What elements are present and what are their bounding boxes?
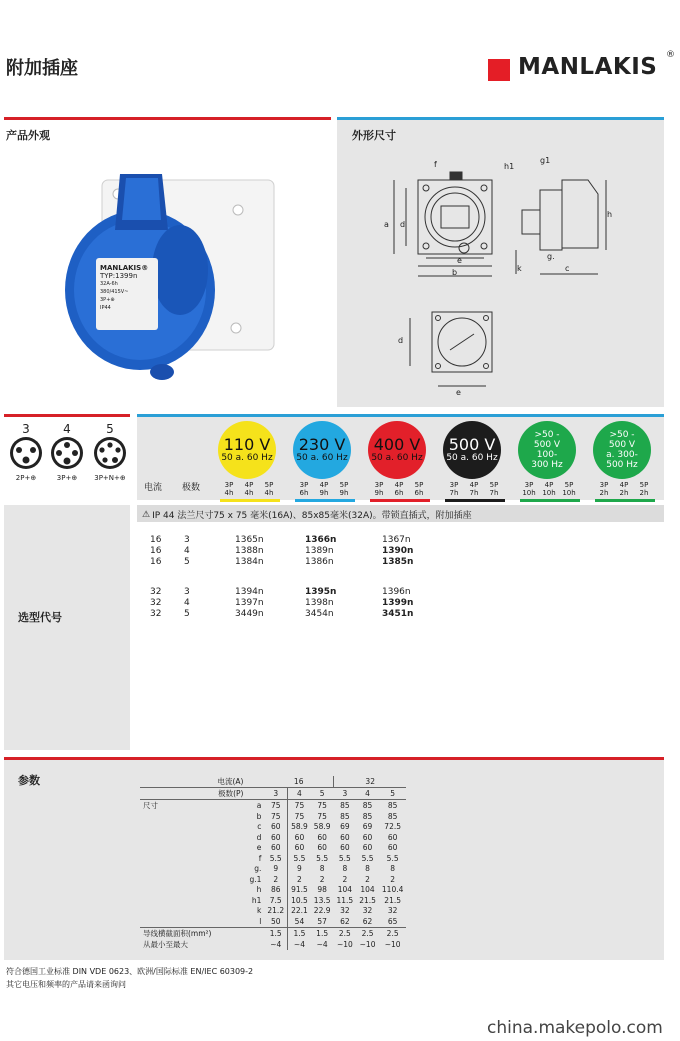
params-cell: 10.5	[291, 895, 308, 905]
time-position-label: 3P 4h	[224, 481, 234, 497]
params-cell: 21.5	[359, 895, 376, 905]
params-cell: 85	[340, 801, 350, 810]
voltage-badge	[518, 421, 576, 479]
dimension-drawing	[380, 150, 620, 400]
socket-3pin-icon	[9, 436, 43, 470]
voltage-text: 230 V	[298, 435, 346, 454]
params-cell	[214, 843, 246, 854]
dim-label-c: c	[565, 264, 570, 273]
params-cell: 5.5	[338, 853, 351, 863]
params-cell: 32	[387, 906, 398, 916]
params-cell	[140, 776, 214, 788]
params-cell: 60	[387, 832, 398, 842]
params-cell: 导线横截面积(mm²)	[143, 928, 212, 938]
params-cell	[140, 874, 214, 885]
time-position-label: 4P 6h	[394, 481, 404, 497]
params-cell	[214, 939, 246, 950]
time-position-label: 4P 4h	[244, 481, 254, 497]
params-cell: 85	[340, 811, 350, 821]
brand-logo: MANLAKIS	[518, 54, 658, 80]
footer-note: 其它电压和频率的产品请来函询问	[6, 980, 126, 989]
product-photo	[60, 160, 280, 390]
params-cell: 13.5	[313, 895, 331, 905]
params-cell: 75	[264, 800, 287, 812]
code-cell: 32	[150, 609, 162, 619]
code-cell: 32	[150, 587, 162, 597]
product-label	[100, 264, 162, 312]
params-row	[140, 906, 406, 917]
code-cell: 1394n	[235, 587, 264, 597]
voltage-text: 50 a. 60 Hz	[296, 453, 348, 463]
params-cell: 4	[297, 789, 302, 798]
voltage-color-bar	[370, 499, 430, 502]
params-cell: 2.5	[386, 928, 399, 938]
params-cell: 5.5	[361, 853, 374, 863]
voltage-text: 100-	[536, 450, 558, 460]
params-cell: 2	[297, 874, 302, 884]
params-cell: 21.5	[384, 895, 401, 905]
voltage-text: 500 V	[533, 440, 561, 450]
params-cell: g.1	[249, 874, 262, 884]
params-table-wrap	[140, 776, 406, 950]
code-cell: 1366n	[305, 535, 337, 545]
voltage-ratings	[210, 419, 664, 503]
params-cell: 65	[387, 916, 398, 926]
time-position-label: 5P 6h	[414, 481, 424, 497]
params-cell: 2.5	[361, 928, 374, 938]
code-cell: 16	[150, 546, 162, 556]
params-cell	[214, 800, 246, 812]
params-cell: 75	[294, 811, 305, 821]
product-type: TYP:1399n	[100, 272, 138, 280]
voltage-text: 110 V	[223, 435, 271, 454]
params-cell	[246, 927, 264, 939]
params-cell: ~10	[384, 939, 401, 949]
params-cell: 16	[264, 776, 333, 788]
params-cell: 60	[362, 843, 373, 853]
voltage-text: 500 V	[448, 435, 496, 454]
params-cell: 11.5	[336, 895, 354, 905]
code-cell: 3	[184, 535, 190, 545]
col-header-current: 电流	[144, 483, 163, 493]
params-cell: a	[256, 801, 262, 810]
params-table	[140, 776, 406, 950]
params-cell: l	[259, 916, 262, 926]
params-label: 参数	[18, 774, 40, 787]
params-cell	[214, 864, 246, 875]
voltage-badge	[293, 421, 351, 479]
params-row	[140, 916, 406, 927]
dim-label-h: h	[607, 210, 613, 219]
params-cell: ~4	[316, 939, 328, 949]
pin-config-number: 4	[63, 422, 71, 436]
params-cell	[214, 811, 246, 822]
code-cell: 1399n	[382, 598, 414, 608]
pins-divider	[4, 414, 130, 417]
params-cell	[140, 885, 214, 896]
code-cell: 1397n	[235, 598, 264, 608]
code-cell: 1367n	[382, 535, 411, 545]
footer-standards: 符合德国工业标准 DIN VDE 0623、欧洲/国际标准 EN/IEC 60309-2	[6, 967, 254, 976]
params-cell: 69	[340, 822, 350, 832]
voltage-text: >50 -	[609, 430, 635, 440]
params-cell: 58.9	[291, 822, 308, 832]
params-cell: 60	[340, 843, 350, 853]
params-cell: ~4	[293, 939, 305, 949]
params-cell: 62	[362, 916, 373, 926]
params-cell: 3	[342, 789, 348, 798]
voltage-text: 50 a. 60 Hz	[446, 453, 498, 463]
params-row	[140, 885, 406, 896]
dim-label-b: b	[452, 268, 458, 277]
socket-4pin-icon	[50, 436, 84, 470]
params-row	[140, 811, 406, 822]
params-cell	[214, 916, 246, 927]
params-cell: 4	[365, 789, 370, 798]
voltage-text: 50 a. 60 Hz	[221, 453, 273, 463]
product-ip: IP44	[100, 305, 111, 311]
params-cell: h	[256, 885, 262, 895]
params-cell: 5.5	[264, 853, 287, 864]
time-position-label: 3P 9h	[374, 481, 384, 497]
params-cell	[140, 916, 214, 927]
params-row	[140, 927, 406, 939]
params-row	[140, 939, 406, 950]
params-cell: 9	[264, 864, 287, 875]
params-cell: 60	[264, 832, 287, 843]
time-position-label: 4P 2h	[619, 481, 629, 497]
params-cell: g.	[254, 864, 262, 874]
params-cell: 62	[340, 916, 350, 926]
params-row	[140, 895, 406, 906]
voltage-text: 500 V	[608, 440, 636, 450]
params-cell	[214, 832, 246, 843]
params-cell	[214, 895, 246, 906]
params-cell: k	[257, 906, 262, 916]
time-position-label: 5P 7h	[489, 481, 499, 497]
params-cell: 91.5	[291, 885, 308, 895]
time-position-label: 4P 9h	[319, 481, 329, 497]
params-cell: 8	[365, 864, 370, 874]
params-cell	[140, 906, 214, 917]
params-cell: 104	[360, 885, 375, 895]
params-cell	[140, 822, 214, 833]
params-cell: 110.4	[381, 885, 404, 895]
voltage-color-bar	[220, 499, 280, 502]
params-cell: 2	[390, 874, 396, 884]
params-cell: 58.9	[313, 822, 331, 832]
pin-config-label: 3P+N+⊕	[94, 474, 126, 482]
code-cell: 4	[184, 598, 190, 608]
pin-config-3	[6, 422, 46, 482]
params-cell: f	[258, 853, 262, 863]
time-position-label: 5P 2h	[639, 481, 649, 497]
params-cell: 104	[337, 885, 353, 895]
pin-config-5	[88, 422, 132, 482]
pin-config-number: 3	[22, 422, 30, 436]
params-cell: 22.1	[291, 906, 308, 916]
time-position-label: 4P 10h	[542, 481, 556, 497]
code-cell: 3451n	[382, 609, 414, 619]
code-cell: 3449n	[235, 609, 264, 619]
selection-label: 选型代号	[18, 611, 62, 624]
voltage-badge	[218, 421, 276, 479]
params-cell: ~10	[359, 939, 376, 949]
dim-label-e: e	[457, 256, 462, 265]
params-cell: 7.5	[264, 895, 287, 906]
params-cell: 85	[387, 801, 398, 810]
params-cell: 22.9	[313, 906, 331, 916]
params-cell: 75	[317, 801, 327, 810]
params-row	[140, 776, 406, 788]
voltage-text: a. 300-	[606, 450, 638, 460]
params-cell: 50	[264, 916, 287, 927]
brand-logo-square	[488, 59, 510, 81]
dim-label-e2: e	[456, 388, 461, 397]
code-cell: 1396n	[382, 587, 411, 597]
voltage-badge	[593, 421, 651, 479]
params-row	[140, 874, 406, 885]
params-cell: 3	[264, 788, 287, 800]
product-rating: 32A-6h	[100, 281, 118, 287]
params-cell	[140, 864, 214, 875]
params-cell: 98	[317, 885, 327, 895]
params-cell: 75	[317, 811, 327, 821]
ip-note	[142, 508, 472, 521]
voltage-text: 50 a. 60 Hz	[371, 453, 423, 463]
params-cell: 8	[319, 864, 325, 874]
params-cell: 57	[317, 916, 327, 926]
params-cell: 75	[294, 801, 305, 810]
dim-label-g: g.	[547, 252, 555, 261]
dim-label-f: f	[434, 160, 437, 169]
code-cell: 4	[184, 546, 190, 556]
params-cell	[246, 776, 264, 788]
pin-config-label: 3P+⊕	[56, 474, 78, 482]
params-cell: 85	[362, 801, 373, 810]
time-position-label: 5P 4h	[264, 481, 274, 497]
params-cell: 电流(A)	[217, 777, 244, 786]
params-cell: 极数(P)	[218, 789, 244, 798]
params-cell	[246, 939, 264, 950]
pin-config-4	[47, 422, 87, 482]
params-cell	[214, 822, 246, 833]
params-cell: 72.5	[384, 822, 401, 832]
params-row	[140, 864, 406, 875]
code-cell: 16	[150, 535, 162, 545]
time-position-label: 3P 6h	[299, 481, 309, 497]
params-row	[140, 853, 406, 864]
params-cell	[214, 874, 246, 885]
params-cell: 32	[365, 777, 375, 786]
params-cell	[214, 853, 246, 864]
params-cell	[140, 843, 214, 854]
watermark: china.makepolo.com	[487, 1018, 663, 1038]
time-position-label: 4P 7h	[469, 481, 479, 497]
voltage-badge	[443, 421, 501, 479]
params-cell: 21.2	[264, 906, 287, 917]
pin-config-label: 2P+⊕	[15, 474, 37, 482]
product-brand: MANLAKIS®	[100, 264, 149, 272]
params-cell: d	[256, 832, 262, 842]
socket-5pin-icon	[93, 436, 127, 470]
params-cell	[140, 832, 214, 843]
voltage-color-bar	[595, 499, 655, 502]
params-cell: 60	[264, 843, 287, 854]
params-cell: 69	[362, 822, 373, 832]
time-position-label: 3P 2h	[599, 481, 609, 497]
params-cell: 2	[342, 874, 348, 884]
code-cell: 1398n	[305, 598, 334, 608]
params-cell	[140, 853, 214, 864]
params-cell: 尺寸	[143, 801, 158, 810]
params-cell: 60	[362, 832, 373, 842]
params-cell	[140, 895, 214, 906]
params-cell: 1.5	[316, 928, 329, 938]
params-cell: 60	[294, 832, 305, 842]
code-cell: 1395n	[305, 587, 337, 597]
code-cell: 1385n	[382, 557, 414, 567]
dimensions-label: 外形尺寸	[352, 129, 396, 142]
code-cell: 5	[184, 609, 190, 619]
params-cell: 54	[294, 916, 305, 926]
page-title: 附加插座	[6, 58, 78, 79]
time-position-label: 5P 10h	[562, 481, 576, 497]
brand-registered-mark: ®	[666, 50, 675, 60]
dim-label-d2: d	[398, 336, 404, 345]
code-cell: 3454n	[305, 609, 334, 619]
params-cell: 1.5	[264, 927, 287, 939]
params-cell: 8	[390, 864, 396, 874]
voltage-color-bar	[520, 499, 580, 502]
params-cell: 2.5	[338, 928, 351, 938]
pin-config-number: 5	[106, 422, 114, 436]
code-cell: 1388n	[235, 546, 264, 556]
params-cell: ~4	[264, 939, 287, 950]
ip-note-text: IP 44 法兰尺寸75 x 75 毫米(16A)、85x85毫米(32A)。带锁直插式，附加插座	[152, 511, 472, 521]
params-cell: 5.5	[386, 853, 399, 863]
dim-label-a: a	[384, 220, 389, 229]
dim-label-k: k	[517, 264, 522, 273]
params-row	[140, 788, 406, 800]
params-cell: 60	[340, 832, 350, 842]
params-cell	[214, 927, 246, 939]
params-cell: 5.5	[316, 853, 329, 863]
voltage-text: 500 Hz	[606, 460, 638, 470]
params-cell: 2	[264, 874, 287, 885]
params-row	[140, 832, 406, 843]
params-cell	[214, 906, 246, 917]
params-cell: 60	[317, 832, 327, 842]
voltage-color-bar	[445, 499, 505, 502]
dim-label-g1: g1	[540, 156, 551, 165]
params-cell: 60	[317, 843, 327, 853]
voltage-color-bar	[295, 499, 355, 502]
params-cell: 1.5	[293, 928, 306, 938]
params-cell: 5.5	[293, 853, 306, 863]
appearance-label: 产品外观	[6, 129, 50, 142]
time-position-label: 5P 9h	[339, 481, 349, 497]
code-cell: 5	[184, 557, 190, 567]
code-cell: 1384n	[235, 557, 264, 567]
params-cell: ~10	[336, 939, 353, 949]
params-cell	[140, 788, 214, 800]
dim-label-h1: h1	[504, 162, 515, 171]
params-cell: 8	[342, 864, 348, 874]
params-cell	[214, 885, 246, 896]
params-cell: 86	[264, 885, 287, 896]
time-position-label: 3P 10h	[522, 481, 536, 497]
dim-label-d: d	[400, 220, 406, 229]
product-voltage: 380/415V~	[100, 289, 129, 295]
params-cell: 85	[387, 811, 398, 821]
code-cell: 1386n	[305, 557, 334, 567]
params-cell: 60	[387, 843, 398, 853]
params-row	[140, 800, 406, 812]
params-cell	[246, 788, 264, 800]
appearance-divider	[4, 117, 331, 120]
voltage-text: 300 Hz	[531, 460, 563, 470]
params-cell: 2	[319, 874, 325, 884]
code-cell: 32	[150, 598, 162, 608]
params-cell: 5	[319, 789, 325, 798]
params-cell: h1	[251, 895, 262, 905]
code-cell: 16	[150, 557, 162, 567]
params-row	[140, 822, 406, 833]
code-cell: 1365n	[235, 535, 264, 545]
params-cell	[140, 811, 214, 822]
voltage-text: >50 -	[534, 430, 560, 440]
selection-label-panel	[4, 505, 130, 750]
voltage-text: 400 V	[373, 435, 421, 454]
product-poles: 3P+⊕	[100, 297, 115, 303]
pin-configs	[6, 422, 130, 498]
params-cell: 从最小至最大	[143, 939, 188, 949]
params-cell: 32	[362, 906, 373, 916]
params-row	[140, 843, 406, 854]
params-cell: 60	[294, 843, 305, 853]
params-cell: 32	[340, 906, 350, 916]
params-cell: 75	[264, 811, 287, 822]
code-cell: 1390n	[382, 546, 414, 556]
params-cell: 9	[297, 864, 302, 874]
code-cell: 3	[184, 587, 190, 597]
time-position-label: 3P 7h	[449, 481, 459, 497]
params-cell: e	[256, 843, 262, 853]
params-cell: c	[257, 822, 262, 832]
params-cell: 2	[365, 874, 370, 884]
warning-icon: ⚠	[142, 509, 151, 520]
code-cell: 1389n	[305, 546, 334, 556]
params-cell: b	[256, 811, 262, 821]
params-cell: 5	[390, 789, 396, 798]
params-cell: 85	[362, 811, 373, 821]
col-header-poles: 极数	[182, 483, 201, 493]
voltage-badge	[368, 421, 426, 479]
params-cell: 60	[264, 822, 287, 833]
